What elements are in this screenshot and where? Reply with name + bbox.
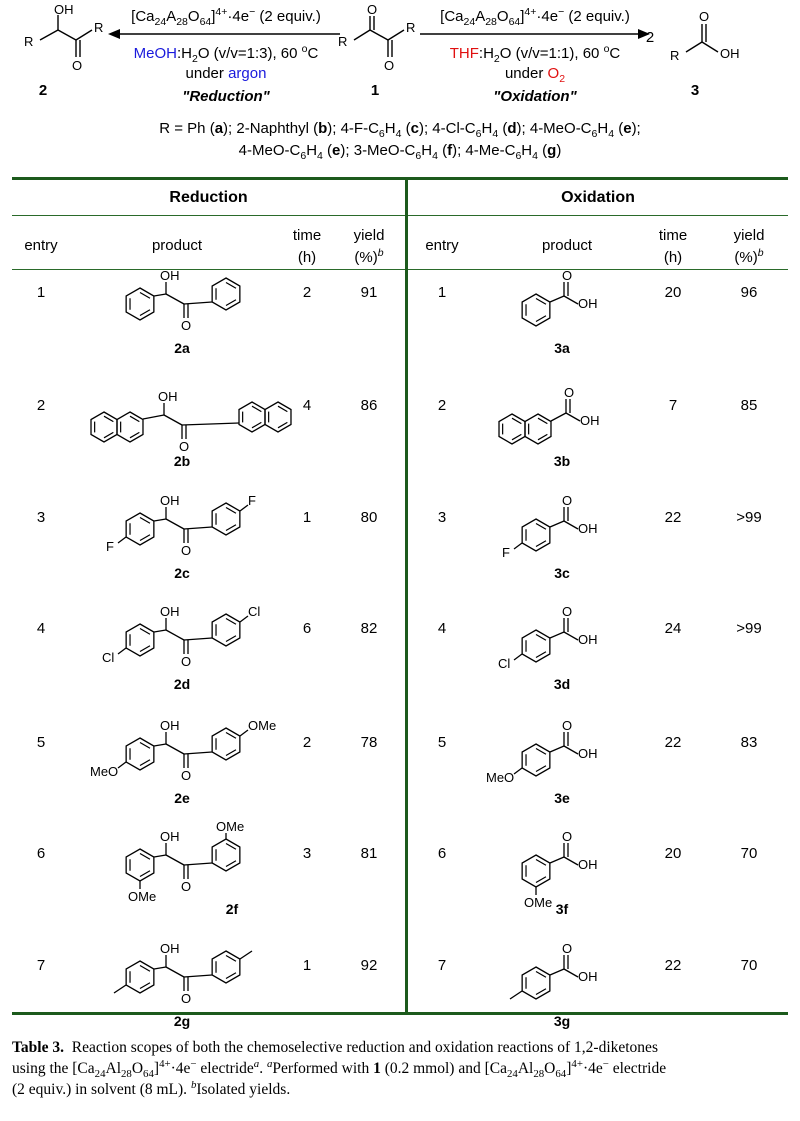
oxidation-time: 20 xyxy=(664,284,682,301)
reduction-compound-label: 2f xyxy=(225,901,239,917)
table-caption xyxy=(12,1037,788,1100)
atom-cl: Cl xyxy=(248,604,261,619)
oxidation-compound-label: 3c xyxy=(554,565,570,581)
oxidation-conditions: $THF:H_2O$ (v/v=1:1), 60 $^o$C xyxy=(449,43,621,65)
oxidation-compound-label: 3b xyxy=(553,453,571,469)
oxidation-entry: 7 xyxy=(437,957,447,974)
caption-line1: Table 3. Reaction scopes of both the chemoselective reduction and oxidation reactions of 1,2-diketones xyxy=(12,1039,658,1056)
reduction-time: 1 xyxy=(302,509,312,526)
svg-text:O: O xyxy=(562,604,573,619)
atom-o: O xyxy=(181,654,192,669)
reduction-compound-label: 2g xyxy=(173,1013,191,1029)
header-time-unit-red: (h) xyxy=(297,249,317,266)
atom-meo: MeO xyxy=(486,770,515,785)
atom-oh: OH xyxy=(160,829,180,844)
header-time-ox: time xyxy=(658,227,688,244)
table-section-rule xyxy=(12,215,788,216)
oxidation-compound-label: 3f xyxy=(555,901,569,917)
oxidation-compound-label: 3a xyxy=(554,340,570,356)
svg-text:OH: OH xyxy=(578,296,598,311)
oxidation-entry: 6 xyxy=(437,845,447,862)
svg-text:O: O xyxy=(367,2,378,17)
reaction-scheme xyxy=(0,0,800,110)
svg-text:R: R xyxy=(670,48,680,63)
reduction-compound-label: 2e xyxy=(174,790,190,806)
reduction-yield: 78 xyxy=(360,734,378,751)
svg-text:OH: OH xyxy=(578,521,598,536)
atom-oh: OH xyxy=(160,493,180,508)
svg-text:R: R xyxy=(24,34,34,49)
svg-text:O: O xyxy=(384,58,395,73)
oxidation-yield: 83 xyxy=(740,734,758,751)
header-entry-ox: entry xyxy=(425,237,459,254)
caption-label: Table 3. xyxy=(12,1039,64,1056)
svg-text:O: O xyxy=(562,718,573,733)
reduction-time: 2 xyxy=(302,284,312,301)
table-top-rule xyxy=(12,177,788,180)
atom-label-oh: OH xyxy=(54,2,74,17)
oxidation-solvent: THF xyxy=(449,45,479,62)
oxidation-structure xyxy=(498,604,622,681)
oxidation-compound-label: 3d xyxy=(553,676,571,692)
reduction-yield: 91 xyxy=(360,284,378,301)
oxidation-time: 22 xyxy=(664,509,682,526)
reduction-yield: 81 xyxy=(360,845,378,862)
r-definition-line1: R = Ph (a); 2-Naphthyl (b); $4-F-C_6H_4$ (c); $4-Cl-C_6H_4$ (d); $4-MeO-C_6H_4$ (e); xyxy=(159,120,641,140)
reduction-compound-label: 2d xyxy=(173,676,191,692)
oxidation-label: "Oxidation" xyxy=(493,88,577,105)
reduction-arrow xyxy=(108,28,344,40)
oxidation-entry: 4 xyxy=(437,620,447,637)
atom-ome: OMe xyxy=(248,718,277,733)
oxidation-yield: >99 xyxy=(736,509,762,526)
atom-o: O xyxy=(181,768,192,783)
oxidation-time: 22 xyxy=(664,734,682,751)
reduction-solvent: MeOH xyxy=(133,45,177,62)
svg-text:R: R xyxy=(406,20,416,35)
caption-line3: (2 equiv.) in solvent (8 mL). $^b$Isolated yields. xyxy=(12,1078,291,1098)
reduction-yield: 82 xyxy=(360,620,378,637)
atom-o: O xyxy=(181,318,192,333)
atom-cl: Cl xyxy=(102,650,115,665)
oxidation-compound-label: 3g xyxy=(553,1013,571,1029)
atom-ome: OMe xyxy=(128,889,157,904)
oxidation-yield: 70 xyxy=(740,957,758,974)
reduction-label: "Reduction" xyxy=(182,88,270,105)
reduction-entry: 7 xyxy=(36,957,46,974)
atom-oh: OH xyxy=(160,268,180,283)
svg-text:O: O xyxy=(564,385,575,400)
reduction-yield: 86 xyxy=(360,397,378,414)
svg-text:OH: OH xyxy=(578,632,598,647)
atom-ome: OMe xyxy=(216,819,245,834)
header-entry-red: entry xyxy=(24,237,58,254)
oxidation-arrow xyxy=(420,28,650,40)
reduction-compound-label: 2c xyxy=(174,565,190,581)
atom-oh: OH xyxy=(158,389,178,404)
reduction-entry: 4 xyxy=(36,620,46,637)
oxidation-structure xyxy=(486,718,622,795)
svg-text:OH: OH xyxy=(578,969,598,984)
atom-oh: OH xyxy=(160,718,180,733)
caption-line2: using the $[Ca_{24}Al_{28}O_{64}]^{4+}\cdot 4e^-$ electride$^a$. $^a$Performed with 1 (0.2 mmol) and $[Ca_{24}Al_{28}O_{64}]^{4+}\cdot 4e^-$ electride xyxy=(12,1057,667,1081)
reduction-conditions: $MeOH:H_2O$ (v/v=1:3), 60 $^o$C xyxy=(133,43,319,65)
atom-oh: OH xyxy=(160,604,180,619)
header-yield-unit-red: (%)$^b$ xyxy=(354,247,384,266)
oxidation-structure xyxy=(502,270,622,345)
atom-cl: Cl xyxy=(498,656,511,671)
svg-text:OH: OH xyxy=(720,46,740,61)
oxidation-title: Oxidation xyxy=(561,189,635,206)
oxidation-structure xyxy=(502,943,622,1018)
oxidation-structure xyxy=(502,495,622,570)
oxidation-entry: 5 xyxy=(437,734,447,751)
reduction-compound-label: 2a xyxy=(174,340,190,356)
oxidation-yield: 85 xyxy=(740,397,758,414)
svg-text:R: R xyxy=(94,20,104,35)
reduction-title: Reduction xyxy=(169,189,248,206)
header-time-red: time xyxy=(292,227,322,244)
oxidation-time: 7 xyxy=(668,397,678,414)
reduction-structure xyxy=(74,387,304,462)
reduction-time: 6 xyxy=(302,620,312,637)
svg-text:O: O xyxy=(562,829,573,844)
header-product-ox: product xyxy=(541,237,593,254)
atom-o: O xyxy=(181,991,192,1006)
reduction-time: 4 xyxy=(302,397,312,414)
header-yield-unit-ox: (%)$^b$ xyxy=(734,247,764,266)
svg-text:R: R xyxy=(338,34,348,49)
results-table xyxy=(12,177,788,1029)
reduction-entry: 3 xyxy=(36,509,46,526)
atom-f: F xyxy=(502,545,510,560)
compound-3-label: 3 xyxy=(690,82,700,99)
oxidation-entry: 3 xyxy=(437,509,447,526)
reduction-time: 3 xyxy=(302,845,312,862)
atom-o: O xyxy=(181,879,192,894)
oxidation-compound-label: 3e xyxy=(554,790,570,806)
compound-2-structure xyxy=(18,2,118,77)
compound-2-label: 2 xyxy=(38,82,48,99)
oxidation-entry: 1 xyxy=(437,284,447,301)
compound-1-label: 1 xyxy=(370,82,380,99)
atom-oh: OH xyxy=(160,941,180,956)
header-yield-ox: yield xyxy=(733,227,765,244)
reduction-entry: 2 xyxy=(36,397,46,414)
header-time-unit-ox: (h) xyxy=(663,249,683,266)
oxidation-time: 24 xyxy=(664,620,682,637)
atom-o: O xyxy=(179,439,190,454)
reduction-time: 1 xyxy=(302,957,312,974)
atom-ome: OMe xyxy=(524,895,553,910)
atom-f: F xyxy=(248,493,256,508)
svg-text:OH: OH xyxy=(580,413,600,428)
svg-text:O: O xyxy=(699,9,710,24)
atom-o: O xyxy=(181,543,192,558)
svg-text:O: O xyxy=(562,493,573,508)
oxidation-yield: >99 xyxy=(736,620,762,637)
atom-label-o: O xyxy=(72,58,83,73)
reduction-yield: 80 xyxy=(360,509,378,526)
reduction-reagent: $[Ca_{24}A_{28}O_{64}]^{4+}\cdot 4e^-$ (2 equiv.) xyxy=(131,6,321,28)
svg-text:OH: OH xyxy=(578,746,598,761)
compound-3-structure xyxy=(664,6,764,76)
reduction-time: 2 xyxy=(302,734,312,751)
svg-text:O: O xyxy=(562,941,573,956)
oxidation-time: 20 xyxy=(664,845,682,862)
reduction-entry: 1 xyxy=(36,284,46,301)
reduction-yield: 92 xyxy=(360,957,378,974)
oxidation-yield: 70 xyxy=(740,845,758,862)
reduction-atmosphere: under argon xyxy=(185,65,267,82)
header-yield-red: yield xyxy=(353,227,385,244)
r-definition-line2: $4-MeO-C_6H_4$ (e); $3-MeO-C_6H_4$ (f); $4-Me-C_6H_4$ (g) xyxy=(238,142,562,162)
reduction-entry: 5 xyxy=(36,734,46,751)
atom-meo: MeO xyxy=(90,764,119,779)
table-center-divider xyxy=(405,177,408,1015)
oxidation-entry: 2 xyxy=(437,397,447,414)
oxidation-reagent: $[Ca_{24}A_{28}O_{64}]^{4+}\cdot 4e^-$ (2 equiv.) xyxy=(440,6,630,28)
atom-f: F xyxy=(106,539,114,554)
oxidation-atmosphere: under $O_2$ xyxy=(504,65,566,85)
reduction-compound-label: 2b xyxy=(173,453,191,469)
svg-text:OH: OH xyxy=(578,857,598,872)
oxidation-time: 22 xyxy=(664,957,682,974)
header-product-red: product xyxy=(151,237,203,254)
reduction-entry: 6 xyxy=(36,845,46,862)
oxidation-yield: 96 xyxy=(740,284,758,301)
stoichiometry-2: 2 xyxy=(645,29,655,46)
compound-1-structure xyxy=(330,2,426,72)
svg-text:O: O xyxy=(562,268,573,283)
